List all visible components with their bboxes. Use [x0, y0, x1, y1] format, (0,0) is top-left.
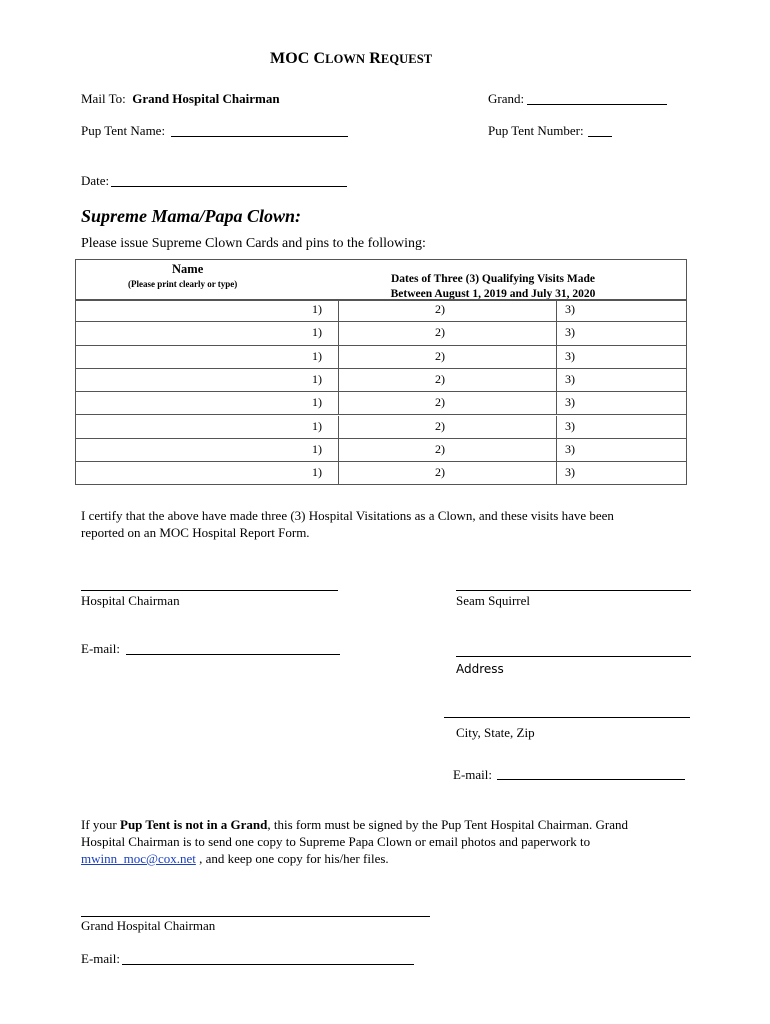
grand-field[interactable]	[527, 104, 667, 105]
visit-2-cell[interactable]: 2)	[435, 325, 445, 340]
address-field[interactable]	[456, 656, 691, 657]
visit-2-cell[interactable]: 2)	[435, 302, 445, 316]
table-row	[75, 416, 687, 439]
table-row	[75, 346, 687, 369]
visit-1-cell[interactable]: 1)	[312, 418, 322, 433]
seam-squirrel-label: Seam Squirrel	[456, 593, 531, 608]
table-row	[75, 369, 687, 392]
column-divider	[556, 369, 557, 391]
city-state-zip-label: City, State, Zip	[456, 725, 535, 740]
table-row	[75, 462, 687, 485]
column-divider	[556, 416, 557, 438]
email-field[interactable]	[126, 654, 340, 655]
address-label: Address	[456, 662, 504, 676]
pup-tent-number-label: Pup Tent Number:	[488, 123, 584, 138]
column-divider	[556, 439, 557, 461]
visit-2-cell[interactable]: 2)	[435, 395, 445, 410]
certify-line1: I certify that the above have made three (3) Hospital Visitations as a Clown, and these visits have been	[81, 508, 614, 523]
dates-header-line1: Dates of Three (3) Qualifying Visits Made	[390, 273, 595, 285]
visit-1-cell[interactable]: 1)	[312, 348, 322, 363]
seam-squirrel-email-field[interactable]	[497, 779, 685, 780]
footer-line1: If your Pup Tent is not in a Grand, this form must be signed by the Pup Tent Hospital Chairman. Grand	[81, 817, 629, 832]
visit-3-cell[interactable]: 3)	[565, 302, 575, 316]
visit-3-cell[interactable]: 3)	[565, 418, 575, 433]
table-header-divider	[75, 299, 687, 300]
grand-label: Grand:	[488, 91, 525, 106]
page-title: MOC CLOWN REQUEST	[270, 50, 433, 67]
name-cell[interactable]	[75, 416, 339, 438]
instruction-text: Please issue Supreme Clown Cards and pins to the following:	[81, 236, 426, 251]
name-cell[interactable]	[75, 299, 339, 321]
column-divider	[556, 346, 557, 368]
visit-1-cell[interactable]: 1)	[312, 302, 322, 316]
dates-header-line2: Between August 1, 2019 and July 31, 2020	[390, 288, 596, 300]
hospital-chairman-label: Hospital Chairman	[81, 593, 180, 608]
date-field[interactable]	[111, 186, 347, 187]
grand-hospital-chairman-label: Grand Hospital Chairman	[81, 918, 216, 933]
dates-header	[360, 272, 626, 302]
visit-3-cell[interactable]: 3)	[565, 441, 575, 456]
pup-tent-name-label: Pup Tent Name:	[81, 123, 166, 138]
table-row	[75, 392, 687, 415]
mail-to	[81, 91, 280, 107]
visit-2-cell[interactable]: 2)	[435, 371, 445, 386]
date-label: Date:	[81, 173, 110, 188]
visit-1-cell[interactable]: 1)	[312, 465, 322, 480]
visit-1-cell[interactable]: 1)	[312, 395, 322, 410]
pup-tent-name-field[interactable]	[171, 136, 348, 137]
hospital-chairman-signature-line[interactable]	[81, 590, 338, 591]
table-row	[75, 322, 687, 345]
visit-3-cell[interactable]: 3)	[565, 348, 575, 363]
visit-1-cell[interactable]: 1)	[312, 441, 322, 456]
visit-3-cell[interactable]: 3)	[565, 371, 575, 386]
footer-line2: Hospital Chairman is to send one copy to Supreme Papa Clown or email photos and paperwork to	[81, 834, 591, 849]
visit-1-cell[interactable]: 1)	[312, 371, 322, 386]
name-cell[interactable]	[75, 392, 339, 414]
visit-1-cell[interactable]: 1)	[312, 325, 322, 340]
table-row	[75, 299, 687, 322]
visit-2-cell[interactable]: 2)	[435, 441, 445, 456]
name-note: (Please print clearly or type)	[128, 279, 238, 289]
mail-to-value: Grand Hospital Chairman	[132, 91, 280, 106]
email-label: E-mail:	[81, 641, 120, 656]
name-cell[interactable]	[75, 439, 339, 461]
name-cell[interactable]	[75, 369, 339, 391]
final-email-field[interactable]	[122, 964, 414, 965]
visit-2-cell[interactable]: 2)	[435, 465, 445, 480]
name-cell[interactable]	[75, 346, 339, 368]
final-email-label: E-mail:	[81, 951, 120, 966]
seam-squirrel-signature-line[interactable]	[456, 590, 691, 591]
visit-3-cell[interactable]: 3)	[565, 325, 575, 340]
visit-2-cell[interactable]: 2)	[435, 418, 445, 433]
certify-line2: reported on an MOC Hospital Report Form.	[81, 525, 310, 540]
name-header: Name	[172, 262, 204, 276]
mail-to-label: Mail To:	[81, 91, 126, 106]
column-divider	[556, 299, 557, 321]
visit-3-cell[interactable]: 3)	[565, 465, 575, 480]
section-heading: Supreme Mama/Papa Clown:	[81, 206, 302, 226]
seam-squirrel-email-label: E-mail:	[453, 767, 492, 782]
name-cell[interactable]	[75, 462, 339, 484]
visit-3-cell[interactable]: 3)	[565, 395, 575, 410]
table-row	[75, 439, 687, 462]
column-divider	[556, 322, 557, 344]
name-cell[interactable]	[75, 322, 339, 344]
city-state-zip-field[interactable]	[444, 717, 690, 718]
visit-2-cell[interactable]: 2)	[435, 348, 445, 363]
column-divider	[556, 462, 557, 484]
email-link[interactable]: mwinn_moc@cox.net	[81, 851, 196, 866]
grand-hospital-chairman-signature-line[interactable]	[81, 916, 430, 917]
footer-line3: mwinn_moc@cox.net , and keep one copy for his/her files.	[81, 851, 389, 866]
column-divider	[556, 392, 557, 414]
footer-paragraph	[81, 816, 681, 867]
pup-tent-number-field[interactable]	[588, 136, 612, 137]
